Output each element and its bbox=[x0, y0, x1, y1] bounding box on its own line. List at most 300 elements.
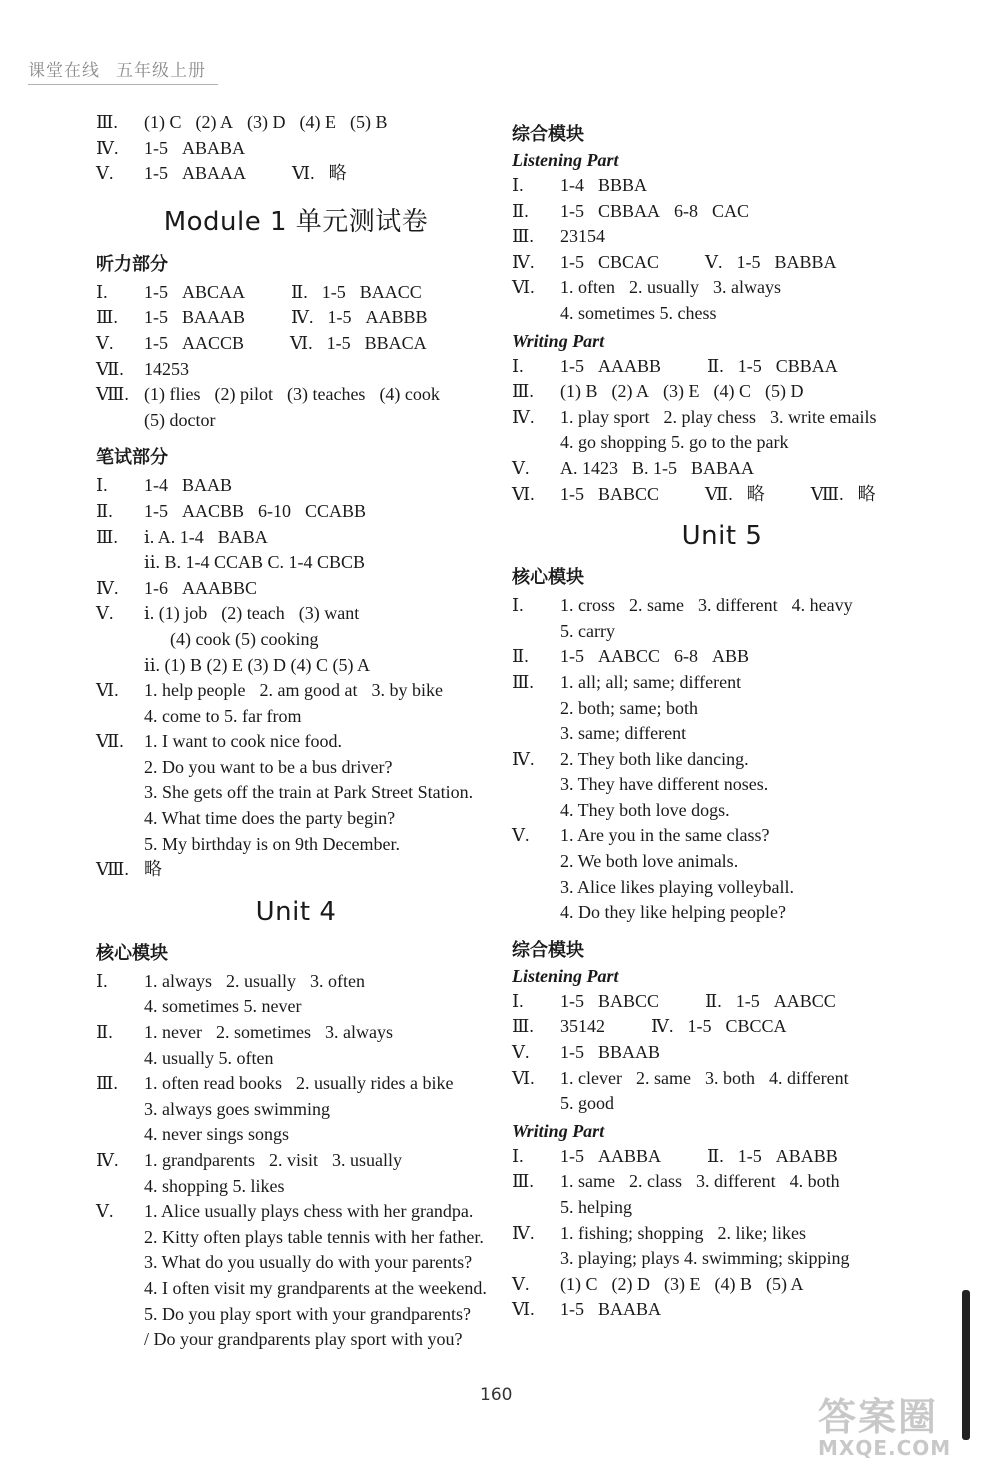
answer-continuation: 3. same; different bbox=[560, 723, 687, 744]
answer-cell: 1-5 bbox=[144, 281, 168, 302]
answer-cell: 1. grandparents bbox=[144, 1150, 255, 1170]
answer-cell: (3) D bbox=[247, 112, 286, 132]
answer-cell: Ⅱ. bbox=[707, 355, 724, 376]
answer-row bbox=[96, 576, 496, 602]
answer-cell: 1. fishing; shopping bbox=[560, 1222, 704, 1243]
answer-continuation: 3. What do you usually do with your parents? bbox=[144, 1252, 473, 1273]
answer-continuation: 4. What time does the party begin? bbox=[144, 808, 396, 829]
answer-cells bbox=[560, 224, 619, 250]
answer-row bbox=[512, 747, 932, 773]
answer-cell: 1-5 bbox=[737, 1145, 762, 1166]
question-number: Ⅵ. bbox=[96, 680, 119, 701]
answer-continuation: 3. playing; plays 4. swimming; skipping bbox=[560, 1248, 850, 1269]
question-number: Ⅰ. bbox=[512, 1145, 524, 1166]
page-header bbox=[28, 56, 206, 81]
answer-row bbox=[96, 280, 496, 306]
answer-cells bbox=[560, 173, 661, 199]
answer-cell: 35142 bbox=[560, 1016, 605, 1037]
answer-row bbox=[96, 1020, 496, 1046]
answer-cell: (1) flies bbox=[144, 384, 201, 405]
answer-cell: 略 bbox=[857, 483, 876, 504]
answer-cell: ABABA bbox=[182, 137, 246, 158]
answer-cells bbox=[560, 1040, 674, 1066]
question-number: Ⅴ. bbox=[96, 332, 114, 353]
answer-cell: 2. same bbox=[629, 595, 684, 616]
question-number: Ⅲ. bbox=[512, 381, 534, 402]
answer-cell: ABB bbox=[712, 646, 750, 667]
answer-cell: 1-5 bbox=[737, 355, 762, 376]
answer-continuation: / Do your grandparents play sport with you? bbox=[144, 1329, 463, 1350]
unit5-title: Unit 5 bbox=[681, 521, 763, 552]
answer-cell: 2. usually rides a bike bbox=[295, 1073, 454, 1094]
listening-section-title: 听力部分 bbox=[96, 253, 168, 275]
answer-row bbox=[512, 644, 932, 670]
question-number: Ⅲ. bbox=[96, 526, 118, 547]
answer-cell: BABCC bbox=[598, 483, 660, 504]
answer-cell: 6-8 bbox=[674, 200, 699, 221]
answer-cells bbox=[144, 678, 457, 704]
answer-cell: 1-5 bbox=[144, 163, 168, 184]
answer-cell: BAAB bbox=[182, 475, 233, 496]
answer-continuation: 2. Kitty often plays table tennis with her father. bbox=[144, 1226, 484, 1247]
watermark bbox=[818, 1395, 952, 1460]
question-number: Ⅰ. bbox=[512, 175, 524, 195]
answer-cells bbox=[560, 644, 763, 670]
series-name: 课堂在线 bbox=[28, 61, 100, 81]
answer-cell: CBCCA bbox=[725, 1016, 787, 1037]
answer-cells bbox=[560, 1144, 852, 1170]
answer-continuation: 3. She gets off the train at Park Street Station. bbox=[144, 782, 474, 803]
answer-cells bbox=[560, 1297, 675, 1323]
answer-row bbox=[512, 1014, 932, 1040]
answer-row bbox=[96, 857, 496, 883]
answer-cells bbox=[560, 275, 795, 301]
answer-cell: AABCC bbox=[598, 646, 661, 667]
answer-row bbox=[512, 593, 932, 619]
answer-row bbox=[96, 305, 496, 331]
question-number: Ⅰ. bbox=[512, 990, 524, 1011]
answer-cell: CBBAA bbox=[598, 200, 661, 221]
answer-cell: (3) E bbox=[664, 1273, 701, 1294]
answer-row bbox=[512, 456, 932, 482]
answer-cell: 3. both bbox=[704, 1067, 755, 1088]
book-name: 五年级上册 bbox=[116, 61, 206, 81]
written-section-title: 笔试部分 bbox=[96, 447, 168, 469]
answer-cell: 2. visit bbox=[268, 1150, 318, 1170]
answer-cell: 3. different bbox=[697, 595, 778, 616]
comp2-writing-block bbox=[512, 1144, 932, 1323]
question-number: Ⅲ. bbox=[512, 671, 534, 692]
question-number: Ⅶ. bbox=[96, 731, 124, 752]
answer-cell: 1. Are you in the same class? bbox=[560, 825, 770, 846]
comp-listening-block bbox=[512, 173, 932, 327]
answer-cell: 4. both bbox=[789, 1171, 840, 1192]
comp2-listening-block bbox=[512, 989, 932, 1117]
question-number: Ⅳ. bbox=[512, 406, 535, 427]
answer-cells bbox=[144, 1199, 487, 1225]
answer-cell: 1-4 bbox=[144, 475, 168, 496]
answer-cells bbox=[144, 1071, 467, 1097]
answer-cells bbox=[144, 857, 176, 883]
answer-row bbox=[96, 1199, 496, 1225]
answer-cell: Ⅵ. bbox=[290, 332, 313, 353]
answer-cell: 1-5 bbox=[144, 500, 168, 521]
answer-row bbox=[512, 1040, 932, 1066]
answer-cells bbox=[144, 136, 259, 162]
answer-cells bbox=[144, 499, 380, 525]
header-rule bbox=[28, 84, 218, 85]
answer-row bbox=[512, 482, 932, 508]
answer-cells bbox=[144, 110, 401, 136]
unit5-core-block bbox=[512, 593, 932, 926]
answer-cell: (5) A bbox=[765, 1273, 804, 1294]
answer-row bbox=[512, 379, 932, 405]
question-number: Ⅴ. bbox=[512, 825, 530, 846]
answer-cell: (2) A bbox=[195, 112, 233, 132]
answer-cell: 2. like; likes bbox=[717, 1222, 807, 1243]
answer-cell: Ⅳ. bbox=[291, 307, 314, 328]
answer-row bbox=[96, 969, 496, 995]
answer-cell: CBCAC bbox=[598, 251, 660, 272]
answer-cell: 1. I want to cook nice food. bbox=[144, 731, 342, 752]
question-number: Ⅲ. bbox=[96, 307, 118, 328]
answer-cells bbox=[560, 250, 851, 276]
answer-cells bbox=[144, 576, 271, 602]
answer-cell: AABBB bbox=[365, 307, 428, 328]
answer-row bbox=[96, 499, 496, 525]
answer-cell: ABCAA bbox=[182, 281, 246, 302]
answer-cell: AACBB bbox=[182, 500, 245, 521]
answer-cells bbox=[144, 280, 436, 306]
answer-row bbox=[512, 1144, 932, 1170]
answer-row bbox=[512, 224, 932, 250]
answer-cells bbox=[144, 601, 373, 627]
answer-cell: (1) C bbox=[560, 1273, 598, 1294]
answer-continuation: 4. shopping 5. likes bbox=[144, 1175, 285, 1196]
answer-cell: 1-5 bbox=[144, 332, 168, 353]
unit4-core-title: 核心模块 bbox=[96, 942, 168, 964]
answer-cell: (4) B bbox=[714, 1273, 752, 1294]
answer-cell: 1-5 bbox=[326, 332, 351, 353]
question-number: Ⅴ. bbox=[512, 1273, 530, 1294]
answer-row bbox=[512, 405, 932, 431]
question-number: Ⅰ. bbox=[512, 355, 524, 376]
answer-cell: 3. different bbox=[695, 1171, 776, 1192]
answer-cell: 略 bbox=[746, 483, 765, 504]
answer-cells bbox=[560, 989, 850, 1015]
answer-cells bbox=[144, 969, 379, 995]
answer-cell: 1-5 bbox=[560, 990, 584, 1011]
answer-cell: BABBA bbox=[774, 251, 837, 272]
answer-continuation: 4. I often visit my grandparents at the weekend. bbox=[144, 1277, 487, 1298]
answer-continuation: (4) cook (5) cooking bbox=[170, 628, 319, 649]
answer-cell: 6-10 bbox=[258, 500, 292, 521]
answer-cells bbox=[560, 405, 890, 431]
answer-cell: Ⅱ. bbox=[707, 1145, 724, 1166]
writing-part-title: Writing Part bbox=[512, 330, 605, 351]
answer-row bbox=[512, 173, 932, 199]
watermark-url: MXQE.COM bbox=[818, 1436, 952, 1460]
answer-cells bbox=[560, 593, 867, 619]
answer-row bbox=[96, 473, 496, 499]
answer-cell: CCABB bbox=[305, 500, 367, 521]
answer-cells bbox=[144, 473, 246, 499]
question-number: Ⅳ. bbox=[96, 137, 119, 158]
answer-cell: 1-5 bbox=[560, 1145, 584, 1166]
answer-cell: 2. am good at bbox=[259, 680, 358, 701]
answer-row bbox=[96, 357, 496, 383]
answer-cells bbox=[560, 1272, 817, 1298]
answer-cell: CBBAA bbox=[775, 355, 838, 376]
question-number: Ⅱ. bbox=[512, 200, 529, 221]
question-number: Ⅵ. bbox=[512, 277, 535, 298]
answer-cell: 2. usually bbox=[225, 970, 296, 991]
comp-title: 综合模块 bbox=[512, 124, 584, 145]
answer-cell: AABCC bbox=[773, 990, 836, 1011]
question-number: Ⅳ. bbox=[512, 748, 535, 769]
answer-continuation: 5. good bbox=[560, 1093, 614, 1114]
question-number: Ⅱ. bbox=[96, 1022, 113, 1043]
answer-cell: 1. help people bbox=[144, 680, 246, 701]
answer-cell: BBACA bbox=[364, 332, 427, 353]
page-number: 160 bbox=[480, 1385, 513, 1405]
answer-cell: ABAAA bbox=[182, 163, 247, 184]
answer-cell: 1. always bbox=[144, 970, 212, 991]
question-number: Ⅳ. bbox=[512, 1222, 535, 1243]
answer-cells bbox=[560, 823, 783, 849]
answer-cell: 2. They both like dancing. bbox=[560, 748, 749, 769]
answer-row bbox=[512, 1066, 932, 1092]
answer-cell: (2) pilot bbox=[214, 384, 273, 405]
answer-row bbox=[96, 1148, 496, 1174]
answer-cell: 1-5 bbox=[560, 1042, 584, 1063]
answer-cells bbox=[560, 1014, 801, 1040]
answer-row bbox=[96, 331, 496, 357]
answer-cell: (5) D bbox=[764, 381, 804, 402]
question-number: Ⅰ. bbox=[96, 970, 108, 991]
answer-cell: 1-5 bbox=[144, 137, 168, 158]
answer-row bbox=[512, 1297, 932, 1323]
answer-cell: BABCC bbox=[598, 990, 660, 1011]
answer-cell: AAABB bbox=[598, 355, 662, 376]
answer-continuation: 4. come to 5. far from bbox=[144, 705, 302, 726]
question-number: Ⅶ. bbox=[96, 358, 124, 379]
answer-cell: 1-5 bbox=[560, 251, 584, 272]
answer-cells bbox=[144, 525, 282, 551]
answer-cell: 1. often read books bbox=[144, 1073, 282, 1094]
answer-cell: 2. sometimes bbox=[215, 1022, 311, 1043]
answer-cells bbox=[560, 670, 755, 696]
answer-continuation: 3. always goes swimming bbox=[144, 1098, 330, 1119]
answer-row bbox=[96, 678, 496, 704]
answer-continuation: 3. Alice likes playing volleyball. bbox=[560, 876, 794, 897]
writing-part2-title: Writing Part bbox=[512, 1120, 605, 1141]
answer-cell: (4) cook bbox=[379, 384, 440, 405]
answer-continuation: 4. never sings songs bbox=[144, 1124, 289, 1145]
answer-cell: 14253 bbox=[144, 358, 189, 379]
answer-continuation: 4. They both love dogs. bbox=[560, 799, 730, 820]
answer-continuation: 4. usually 5. often bbox=[144, 1047, 274, 1068]
answer-row bbox=[96, 161, 496, 187]
answer-row bbox=[96, 110, 496, 136]
question-number: Ⅵ. bbox=[512, 483, 535, 504]
answer-cell: BBBA bbox=[598, 175, 648, 195]
answer-cell: BAACC bbox=[359, 281, 422, 302]
answer-cell: 23154 bbox=[560, 226, 605, 247]
answer-continuation: 2. Do you want to be a bus driver? bbox=[144, 756, 393, 777]
answer-cells bbox=[144, 331, 441, 357]
question-number: Ⅲ. bbox=[512, 1171, 534, 1192]
answer-cells bbox=[144, 1148, 416, 1174]
answer-continuation: 4. sometimes 5. chess bbox=[560, 302, 717, 323]
module-title: Module 1 单元测试卷 bbox=[163, 206, 429, 237]
answer-cell: (3) E bbox=[663, 381, 700, 402]
answer-cell: (3) want bbox=[298, 603, 360, 624]
answer-cells bbox=[144, 161, 361, 187]
answer-cell: 1-5 bbox=[560, 1299, 584, 1320]
answer-cell: 略 bbox=[144, 859, 162, 880]
answer-cell: 1-5 bbox=[735, 990, 760, 1011]
answer-cell: 1. play sport bbox=[560, 406, 650, 427]
answer-cell: 1. cross bbox=[560, 595, 615, 616]
answer-cell: 2. usually bbox=[628, 277, 699, 298]
answer-row bbox=[512, 1221, 932, 1247]
answer-cells bbox=[144, 357, 203, 383]
answer-row bbox=[512, 823, 932, 849]
answer-cell: 2. class bbox=[628, 1171, 682, 1192]
answer-cell: 3. by bike bbox=[371, 680, 443, 701]
question-number: Ⅳ. bbox=[512, 251, 535, 272]
answer-continuation: 4. sometimes 5. never bbox=[144, 996, 302, 1017]
answer-cells bbox=[560, 1066, 863, 1092]
answer-cell: BABAA bbox=[691, 457, 755, 478]
answer-cell: Ⅶ. bbox=[705, 483, 733, 504]
answer-continuation: 5. Do you play sport with your grandparents? bbox=[144, 1303, 471, 1324]
answer-cell: 1. all; all; same; different bbox=[560, 671, 742, 692]
watermark-text: 答案圈 bbox=[818, 1395, 939, 1439]
question-number: Ⅷ. bbox=[96, 384, 129, 405]
answer-row bbox=[512, 250, 932, 276]
answer-cell: 1-5 bbox=[560, 200, 584, 221]
answer-cells bbox=[560, 199, 763, 225]
answer-row bbox=[512, 199, 932, 225]
answer-cell: 6-8 bbox=[674, 646, 699, 667]
answer-row bbox=[512, 989, 932, 1015]
answer-cell: 1-6 bbox=[144, 577, 168, 598]
answer-cell: (1) C bbox=[144, 112, 182, 132]
answer-row bbox=[96, 601, 496, 627]
answer-cell: 2. play chess bbox=[663, 406, 756, 427]
answer-cell: 3. always bbox=[324, 1022, 393, 1043]
answer-cell: 2. same bbox=[635, 1067, 691, 1088]
question-number: Ⅲ. bbox=[96, 112, 118, 132]
question-number: Ⅳ. bbox=[96, 1150, 119, 1170]
answer-cell: (2) teach bbox=[221, 603, 285, 624]
answer-continuation: 5. carry bbox=[560, 620, 615, 641]
answer-cell: 1-5 bbox=[560, 646, 584, 667]
question-number: Ⅰ. bbox=[512, 595, 524, 616]
answer-cell: (3) teaches bbox=[286, 384, 366, 405]
answer-cell: 1. often bbox=[560, 277, 615, 298]
answer-cells bbox=[560, 747, 763, 773]
question-number: Ⅰ. bbox=[96, 281, 108, 302]
answer-cell: 1-5 bbox=[687, 1016, 712, 1037]
answer-cell: Ⅷ. bbox=[810, 483, 844, 504]
question-number: Ⅵ. bbox=[512, 1299, 535, 1320]
answer-cells bbox=[144, 1020, 407, 1046]
answer-cell: Ⅵ. bbox=[292, 163, 315, 184]
answer-continuation: ⅱ. (1) B (2) E (3) D (4) C (5) A bbox=[144, 654, 370, 675]
answer-continuation: 2. both; same; both bbox=[560, 697, 698, 718]
answer-cell: AABBA bbox=[598, 1145, 662, 1166]
answer-continuation: 2. We both love animals. bbox=[560, 851, 739, 872]
answer-cells bbox=[144, 382, 454, 408]
question-number: Ⅲ. bbox=[512, 1016, 534, 1037]
question-number: Ⅱ. bbox=[512, 646, 529, 667]
written-block bbox=[96, 473, 496, 883]
answer-continuation: ⅱ. B. 1-4 CCAB C. 1-4 CBCB bbox=[144, 552, 366, 573]
answer-cell: 1. never bbox=[144, 1022, 202, 1043]
answer-cell: 1-5 bbox=[560, 355, 584, 376]
question-number: Ⅴ. bbox=[96, 1201, 114, 1222]
answer-cell: ABABB bbox=[775, 1145, 838, 1166]
answer-cell: 4. different bbox=[768, 1067, 849, 1088]
listening-block bbox=[96, 280, 496, 434]
answer-cell: 1. Alice usually plays chess with her grandpa. bbox=[144, 1201, 474, 1222]
question-number: Ⅵ. bbox=[512, 1067, 535, 1088]
answer-row bbox=[512, 275, 932, 301]
answer-cells bbox=[560, 379, 817, 405]
answer-cell: Ⅴ. bbox=[705, 251, 723, 272]
answer-cell: 3. often bbox=[309, 970, 365, 991]
answer-continuation: 5. helping bbox=[560, 1197, 632, 1217]
answer-cell: AAABBC bbox=[182, 577, 258, 598]
answer-cell: ⅰ. A. 1-4 bbox=[144, 526, 204, 547]
answer-continuation: 5. My birthday is on 9th December. bbox=[144, 833, 400, 854]
question-number: Ⅷ. bbox=[96, 859, 129, 880]
answer-cell: AACCB bbox=[182, 332, 245, 353]
answer-cell: 3. usually bbox=[331, 1150, 402, 1170]
answer-continuation: 4. Do they like helping people? bbox=[560, 902, 786, 923]
answer-cell: 1-5 bbox=[736, 251, 761, 272]
question-number: Ⅲ. bbox=[96, 1073, 118, 1094]
answer-cell: (5) B bbox=[349, 112, 388, 132]
answer-cell: 4. heavy bbox=[791, 595, 853, 616]
answer-cells bbox=[560, 1221, 820, 1247]
answer-cell: 1. same bbox=[560, 1171, 615, 1192]
answer-cell: (2) A bbox=[611, 381, 649, 402]
answer-continuation: 3. They have different noses. bbox=[560, 774, 769, 795]
answer-row bbox=[96, 729, 496, 755]
answer-row bbox=[512, 1272, 932, 1298]
answer-cell: (1) B bbox=[560, 381, 598, 402]
answer-cells bbox=[560, 1169, 854, 1195]
comp-writing-block bbox=[512, 354, 932, 508]
answer-row bbox=[96, 1071, 496, 1097]
right-column bbox=[512, 110, 932, 1323]
answer-cells bbox=[560, 354, 852, 380]
left-column bbox=[96, 110, 496, 1353]
answer-cell: 1-4 bbox=[560, 175, 584, 195]
answer-cells bbox=[144, 305, 442, 331]
answer-cell: B. 1-5 bbox=[632, 457, 677, 478]
answer-cell: CAC bbox=[712, 200, 750, 221]
answer-cell: 1-5 bbox=[144, 307, 168, 328]
answer-row bbox=[96, 382, 496, 408]
answer-cell: BAABA bbox=[598, 1299, 662, 1320]
answer-cell: 3. write emails bbox=[769, 406, 877, 427]
answer-cell: 1-5 bbox=[321, 281, 346, 302]
